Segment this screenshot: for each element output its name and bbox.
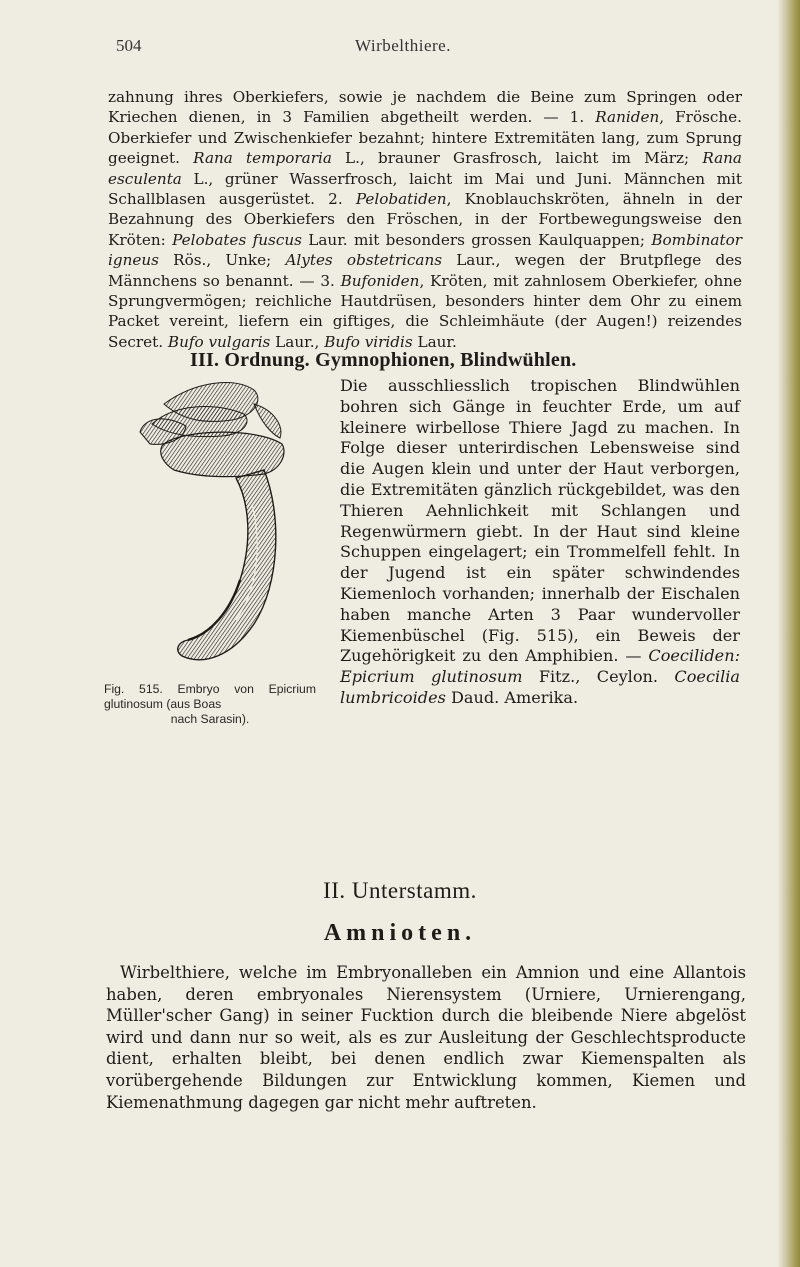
- text-run: Fitz., Ceylon.: [522, 667, 675, 687]
- taxon-name: Pelobatiden: [355, 190, 447, 209]
- paragraph-anura-families: [108, 87, 742, 352]
- taxon-name: Coecilia lumbricoides: [340, 667, 740, 707]
- text-run: zahnung ihres Oberkiefers, sowie je nachdem die Beine zum Springen oder Kriechen dienen, in 3 Familien abgetheilt werden. — 1.: [108, 88, 742, 127]
- taxon-name: Bombinator igneus: [108, 230, 742, 270]
- running-title: Wirbelthiere.: [355, 36, 451, 55]
- page-number: 504: [116, 36, 142, 55]
- taxon-name: Alytes obstetricans: [285, 251, 443, 270]
- caption-text: Fig. 515. Embryo von Epicrium glutinosum (aus Boas: [104, 682, 316, 711]
- text-run: Daud. Amerika.: [445, 687, 579, 707]
- figure-515-embryo-illustration: [104, 374, 320, 679]
- section-title: Amnioten.: [323, 920, 477, 946]
- taxon-name: Bufoniden: [340, 271, 420, 290]
- taxon-name: Raniden: [595, 108, 660, 127]
- paragraph-gymnophiona: [340, 376, 740, 709]
- text-run: L., grüner Wasserfrosch, laicht im Mai und Juni. Männchen mit Schallblasen ausgerüstet. 2.: [108, 169, 742, 209]
- page-edge: [778, 0, 800, 1267]
- text-run: Rös., Unke;: [158, 251, 286, 270]
- embryo-body: [178, 470, 276, 660]
- embryo-head: [161, 432, 284, 476]
- text-run: Die ausschliesslich tropischen Blindwühlen bohren sich Gänge in feuchter Erde, um auf kleinere wirbellose Thiere Jagd zu machen. In Folge dieser unterirdischen Lebensweise sind die Augen klein und unter der Haut verborgen, die Extremitäten gänzlich rückgebildet, was den Thieren Aehnlichkeit mit Schlangen und Regenwürmern giebt. In der Haut sind kleine Schuppen eingelagert; ein Trommelfell fehlt. In der Jugend ist ein später schwindendes Kiemenloch vorhanden; innerhalb der Eischalen haben manche Arten 3 Paar wundervoller Kiemenbüschel (Fig. 515), ein Beweis der Zugehörigkeit zu den Amphibien. —: [340, 376, 740, 666]
- taxon-name: Bufo viridis: [324, 332, 413, 351]
- order-heading: III. Ordnung. Gymnophionen, Blindwühlen.: [190, 349, 577, 371]
- taxon-name: Coeciliden: Epicrium glutinosum: [340, 646, 740, 687]
- page-header: [116, 36, 690, 60]
- text-run: , Knoblauchskröten, ähneln in der Bezahnung des Oberkiefers den Fröschen, in der Fortbewegungsweise den Kröten:: [108, 190, 742, 249]
- caption-source: nach Sarasin).: [170, 712, 250, 726]
- text-run: Laur.: [412, 332, 457, 351]
- figure-caption: [104, 682, 316, 727]
- text-run: , Kröten, mit zahnlosem Oberkiefer, ohne Sprungvermögen; reichliche Hautdrüsen, besonders hinter dem Ohr zu einem Packet vereint, liefern ein giftiges, die Schleimhäute (der Augen!) reizendes Secret.: [108, 271, 742, 351]
- taxon-name: Pelobates fuscus: [172, 230, 302, 249]
- taxon-name: Rana temporaria: [193, 149, 332, 168]
- taxon-name: Bufo vulgaris: [167, 332, 271, 351]
- paragraph-amniota-definition: Wirbelthiere, welche im Embryonalleben ein Amnion und eine Allantois haben, deren embryonales Nierensystem (Urniere, Urnierengang, Müller'scher Gang) in seiner Fucktion durch die bleibende Niere abgelöst wird und dann nur so weit, als es zur Ausleitung der Geschlechtsproducte dient, erhalten bleibt, bei denen endlich zwar Kiemenspalten als vorübergehende Bildungen zur Entwicklung kommen, Kiemen und Kiemenathmung dagegen gar nicht mehr auftreten.: [106, 963, 746, 1112]
- text-run: Laur., wegen der Brutpflege des Männchens so benannt. — 3.: [108, 251, 742, 290]
- embryo-engraving: [104, 374, 320, 679]
- text-run: , Frösche. Oberkiefer und Zwischenkiefer bezahnt; hintere Extremitäten lang, zum Sprung geeignet.: [108, 108, 742, 168]
- subphylum-heading: II. Unterstamm.: [323, 878, 477, 903]
- text-run: Laur.,: [270, 332, 325, 351]
- text-run: L., brauner Grasfrosch, laicht im März;: [331, 149, 703, 168]
- taxon-name: Rana esculenta: [108, 149, 742, 188]
- text-run: Laur. mit besonders grossen Kaulquappen;: [301, 230, 652, 249]
